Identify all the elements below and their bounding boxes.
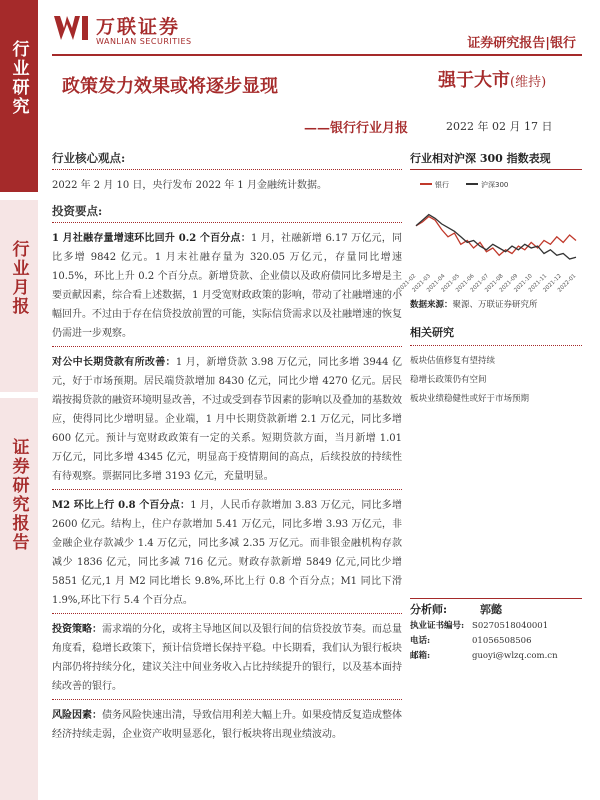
dotted-divider	[410, 345, 582, 346]
right-column	[396, 150, 582, 409]
source-label: 数据来源：	[410, 300, 453, 310]
logo-english-text: WANLIAN SECURITIES	[96, 37, 192, 46]
sidebar-block-report	[0, 398, 38, 800]
point-text: 1 月，社融新增 6.17 万亿元，同比多增 9842 亿元。1 月末社融存量为 320.05 万亿元，存量同比增速 10.5%，环比上升 0.2 个百分点。新增贷款、企业债以及政府债同比多增是主要贡献因素，综合看上述数据，1 月受宽财政政策的影响，带动了社融增速的小幅回升。不过由于存在信贷投放前置的可能，实际信贷需求以及社融增速的恢复仍需进一步观察。	[52, 233, 402, 339]
analyst-row	[410, 649, 582, 664]
analyst-field-label: 电话:	[410, 636, 431, 646]
point-text: 债务风险快速出清，导致信用利差大幅上升。如果疫情反复造成整体经济持续走弱，企业资产收明显恶化，银行板块将出现业绩波动。	[52, 710, 402, 740]
core-view-heading: 行业核心观点:	[52, 151, 126, 165]
point-paragraph	[52, 229, 402, 343]
x-tick-label: 2021-12	[542, 273, 563, 294]
sidebar-label: 行业研究	[8, 40, 29, 116]
dotted-divider	[52, 169, 402, 170]
x-tick-label: 2021-07	[469, 273, 491, 294]
analyst-name: 郭懿	[480, 603, 502, 616]
analyst-field-label: 执业证书编号:	[410, 621, 465, 631]
x-tick-label: 2021-05	[440, 273, 462, 294]
rating-value: 强于大市	[438, 70, 510, 91]
dotted-divider	[52, 613, 402, 614]
investment-points-heading: 投资要点:	[52, 204, 103, 218]
legend-label: 沪深300	[481, 181, 509, 189]
point-text: 需求端的分化，或将主导地区间以及银行间的信贷投放节奏。而总量角度看，稳增长政策下，预计信贷增长保持平稳。中长期看，我们认为银行板块内部仍将持续分化，建议关注中间业务收入占比持续提升的银行，以及基本面持续改善的银行。	[52, 624, 402, 692]
point-lead: 投资策略：	[52, 624, 102, 635]
related-research-heading: 相关研究	[410, 326, 454, 339]
chart-svg	[396, 172, 582, 294]
sidebar-block-industry-research	[0, 0, 38, 192]
main-content	[52, 150, 402, 744]
x-tick-label: 2021-02	[396, 273, 418, 294]
page-header	[52, 10, 582, 58]
x-tick-label: 2021-09	[498, 273, 520, 294]
sidebar	[0, 0, 38, 800]
point-text: 1 月，人民币存款增加 3.83 万亿元，同比多增 2600 亿元。结构上，住户存款增加 5.41 万亿元，同比多增 3.93 万亿元，非金融企业存款减少 1.4 万亿元，同比多减 2.35 万亿元。而非银金融机构存款减少 1836 亿元，同比多减 716 亿元。财政存款新增 5849 亿元,同比少增 5851 亿元,1 月 M2 同比增长 9.8%,环比上行 0.8 个百分点；M1 同比下滑 1.9%,环比下行 5.4 个百分点。	[52, 500, 403, 606]
chart-heading: 行业相对沪深 300 指数表现	[410, 150, 582, 170]
point-paragraph	[52, 496, 402, 610]
point-text: 1 月，新增贷款 3.98 万亿元，同比多增 3944 亿元，好于市场预期。居民端贷款增加 8430 亿元，同比少增 4270 亿元。居民端按揭贷款的融资环境明显改善，不过或受到春节因素的影响以及叠加的基数效应，使得同比少增明显。企业端，1 月中长期贷款新增 2.1 万亿元，同比多增 600 亿元。预计与宽财政政策有一定的关系。短期贷款方面，当月新增 1.01 万亿元，同比多增 4345 亿元，明显高于疫情期间的高点，后续投放的持续性有待观察。票据同比多增 3193 亿元，充量明显。	[52, 357, 402, 482]
point-lead: 1 月社融存量增速环比回升 0.2 个百分点：	[52, 233, 251, 244]
point-lead: 风险因素：	[52, 710, 102, 721]
source-value: 聚源、万联证券研究所	[452, 300, 538, 310]
x-tick-label: 2021-03	[411, 273, 432, 294]
chart-source	[410, 298, 582, 310]
point-paragraph	[52, 620, 402, 696]
related-research-item[interactable]: 板块估值修复有望持续	[410, 356, 496, 366]
point-lead: M2 环比上行 0.8 个百分点：	[52, 500, 191, 511]
analyst-row	[410, 634, 582, 649]
x-tick-label: 2021-06	[455, 273, 476, 294]
x-tick-label: 2021-10	[513, 273, 534, 294]
report-subtitle: ——银行行业月报	[303, 121, 408, 136]
dotted-divider	[52, 699, 402, 700]
analyst-row	[410, 619, 582, 634]
sidebar-block-monthly	[0, 200, 38, 392]
related-research-item[interactable]: 稳增长政策仍有空间	[410, 375, 487, 385]
point-lead: 对公中长期贷款有所改善：	[52, 357, 176, 368]
dotted-divider	[52, 222, 402, 223]
point-paragraph	[52, 353, 402, 486]
report-date: 2022 年 02 月 17 日	[446, 120, 553, 133]
core-view-text: 2022 年 2 月 10 日，央行发布 2022 年 1 月金融统计数据。	[52, 180, 327, 191]
report-title: 政策发力效果或将逐步显现	[62, 76, 278, 97]
license-number: S0270518040001	[472, 621, 549, 631]
logo-text: 万联证券	[96, 16, 181, 38]
header-divider	[52, 54, 582, 56]
analyst-name-row	[410, 601, 582, 619]
email-link[interactable]: guoyi@wlzq.com.cn	[472, 651, 558, 661]
phone-number: 01056508506	[472, 636, 532, 646]
x-tick-label: 2021-11	[527, 273, 549, 294]
relative-performance-chart	[396, 172, 582, 294]
rating	[438, 66, 546, 92]
analyst-info	[410, 598, 582, 664]
x-tick-label: 2022-01	[556, 273, 578, 294]
dotted-divider	[52, 346, 402, 347]
dotted-divider	[52, 489, 402, 490]
analyst-label: 分析师:	[410, 603, 448, 616]
x-tick-label: 2021-08	[484, 273, 505, 294]
x-tick-label: 2021-04	[426, 273, 447, 294]
point-paragraph	[52, 706, 402, 744]
report-category: 证券研究报告|银行	[467, 36, 576, 51]
analyst-field-label: 邮箱:	[410, 651, 431, 661]
rating-note: (维持)	[510, 75, 547, 90]
company-logo-icon	[52, 12, 90, 42]
sidebar-label: 证券研究报告	[8, 438, 29, 552]
legend-label: 银行	[435, 181, 449, 189]
related-research-item[interactable]: 板块业绩稳健性或好于市场预期	[410, 394, 530, 404]
sidebar-label: 行业月报	[8, 240, 29, 316]
